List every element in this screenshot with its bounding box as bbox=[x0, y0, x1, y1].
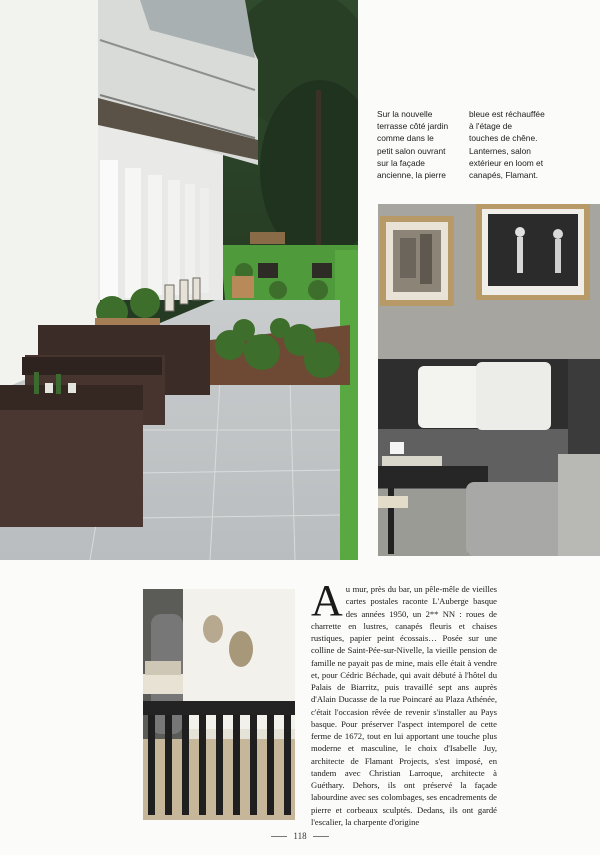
article-body bbox=[311, 576, 497, 828]
drop-cap: A bbox=[311, 576, 343, 625]
caption-left: Sur la nouvelle terrasse côté jardin comme dans le petit salon ouvrant sur la façade ancienne, la pierre bbox=[377, 109, 449, 181]
salon-illustration bbox=[378, 204, 600, 556]
terrace-illustration bbox=[0, 0, 358, 560]
salon-photo bbox=[378, 204, 600, 556]
caption-right: bleue est réchauffée à l'étage de touches de chêne. Lanternes, salon extérieur en loom et canapés, Flamant. bbox=[469, 109, 545, 181]
article-text: u mur, près du bar, un pêle-mêle de vieilles cartes postales raconte L'Auberge basque des années 1950, un 2** NN : roues de charrette en lustres, canapés fleuris et chaises rustiques, papier peint écossais… Posée sur une colline de Saint-Pée-sur-Nivelle, la vieille pension de famille ne payait pas de mine, mais elle était à vendre et, pour Cédric Béchade, qui avait débuté à l'hôtel du Palais de Biarritz, puis travaillé sept ans auprès d'Alain Ducasse de la rue Poincaré au Plaza Athénée, c'était l'occasion rêvée de revenir s'installer au Pays basque. Pour préserver l'aspect intemporel de cette ferme de 1672, tout en lui apportant une touche plus moderne et masculine, le choix d'Isabelle Juy, architecte de Flamant Projects, s'est imposé, en tandem avec Christian Larroque, architecte à Guéthary. Dehors, ils ont préservé la façade labourdine avec ses colombages, ses encadrements de pierre et corbeaux sculptés. Dedans, ils ont gardé l'escalier, la charpente d'origine bbox=[311, 584, 497, 827]
staircase-illustration bbox=[143, 589, 295, 820]
staircase-photo bbox=[143, 589, 295, 820]
folio-rule-right bbox=[313, 836, 329, 837]
folio-rule-left bbox=[271, 836, 287, 837]
page-number-text: 118 bbox=[293, 831, 307, 841]
terrace-photo bbox=[0, 0, 358, 560]
page-number bbox=[0, 831, 600, 841]
